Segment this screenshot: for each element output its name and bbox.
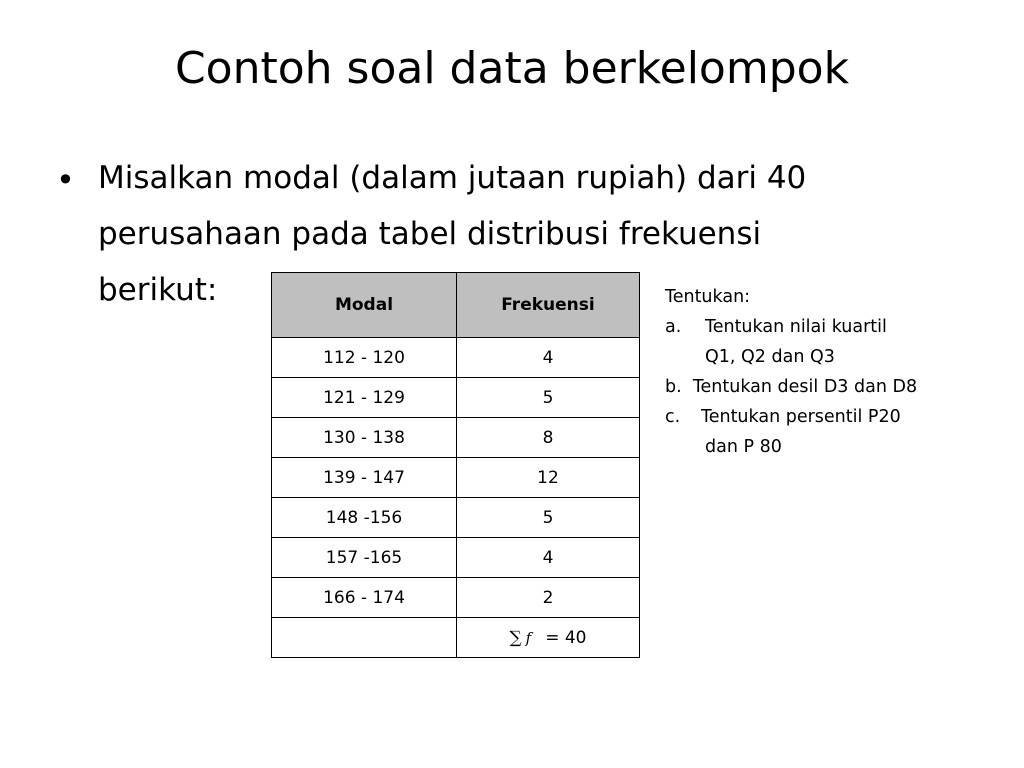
table-row: [272, 418, 640, 458]
bullet-line-2: perusahaan pada tabel distribusi frekuensi: [98, 216, 762, 252]
task-c-line-1: Tentukan persentil P20: [701, 407, 901, 427]
task-marker-c: c.: [665, 407, 681, 427]
bullet-line-3: berikut:: [98, 272, 218, 308]
cell-modal: 112 - 120: [272, 338, 457, 378]
total-value: = 40: [545, 627, 587, 648]
task-item-b: [665, 372, 917, 402]
total-modal-cell: [272, 618, 457, 658]
task-marker-a: a.: [665, 317, 682, 337]
table-row: [272, 378, 640, 418]
f-symbol: f: [525, 628, 532, 647]
cell-frekuensi: 4: [457, 338, 640, 378]
table-total-row: [272, 618, 640, 658]
task-c-line-2: dan P 80: [705, 437, 782, 457]
cell-frekuensi: 4: [457, 538, 640, 578]
cell-modal: 139 - 147: [272, 458, 457, 498]
cell-frekuensi: 2: [457, 578, 640, 618]
task-a-line-1: Tentukan nilai kuartil: [705, 317, 887, 337]
cell-frekuensi: 8: [457, 418, 640, 458]
cell-frekuensi: 5: [457, 498, 640, 538]
task-item-a: [665, 312, 917, 342]
table-row: [272, 538, 640, 578]
task-heading: Tentukan:: [665, 287, 751, 307]
cell-modal: 130 - 138: [272, 418, 457, 458]
table-row: [272, 338, 640, 378]
task-item-c: [665, 402, 917, 432]
table-header-row: [272, 273, 640, 338]
cell-modal: 121 - 129: [272, 378, 457, 418]
cell-modal: 157 -165: [272, 538, 457, 578]
table-row: [272, 578, 640, 618]
task-a-line-2: Q1, Q2 dan Q3: [705, 347, 835, 367]
table-row: [272, 498, 640, 538]
table-row: [272, 458, 640, 498]
cell-modal: 166 - 174: [272, 578, 457, 618]
slide-title: Contoh soal data berkelompok: [174, 43, 850, 94]
header-modal: Modal: [272, 273, 457, 338]
bullet-line-1: Misalkan modal (dalam jutaan rupiah) dari 40: [98, 160, 807, 196]
cell-frekuensi: 5: [457, 378, 640, 418]
task-b-line-1: Tentukan desil D3 dan D8: [692, 377, 918, 397]
total-frequency-cell: [457, 618, 640, 658]
frequency-table: [271, 272, 640, 658]
bullet-marker: •: [56, 161, 75, 199]
cell-frekuensi: 12: [457, 458, 640, 498]
task-marker-b: b.: [665, 377, 682, 397]
header-frekuensi: Frekuensi: [457, 273, 640, 338]
sigma-symbol: ∑: [509, 627, 522, 648]
task-list: [665, 282, 917, 462]
cell-modal: 148 -156: [272, 498, 457, 538]
